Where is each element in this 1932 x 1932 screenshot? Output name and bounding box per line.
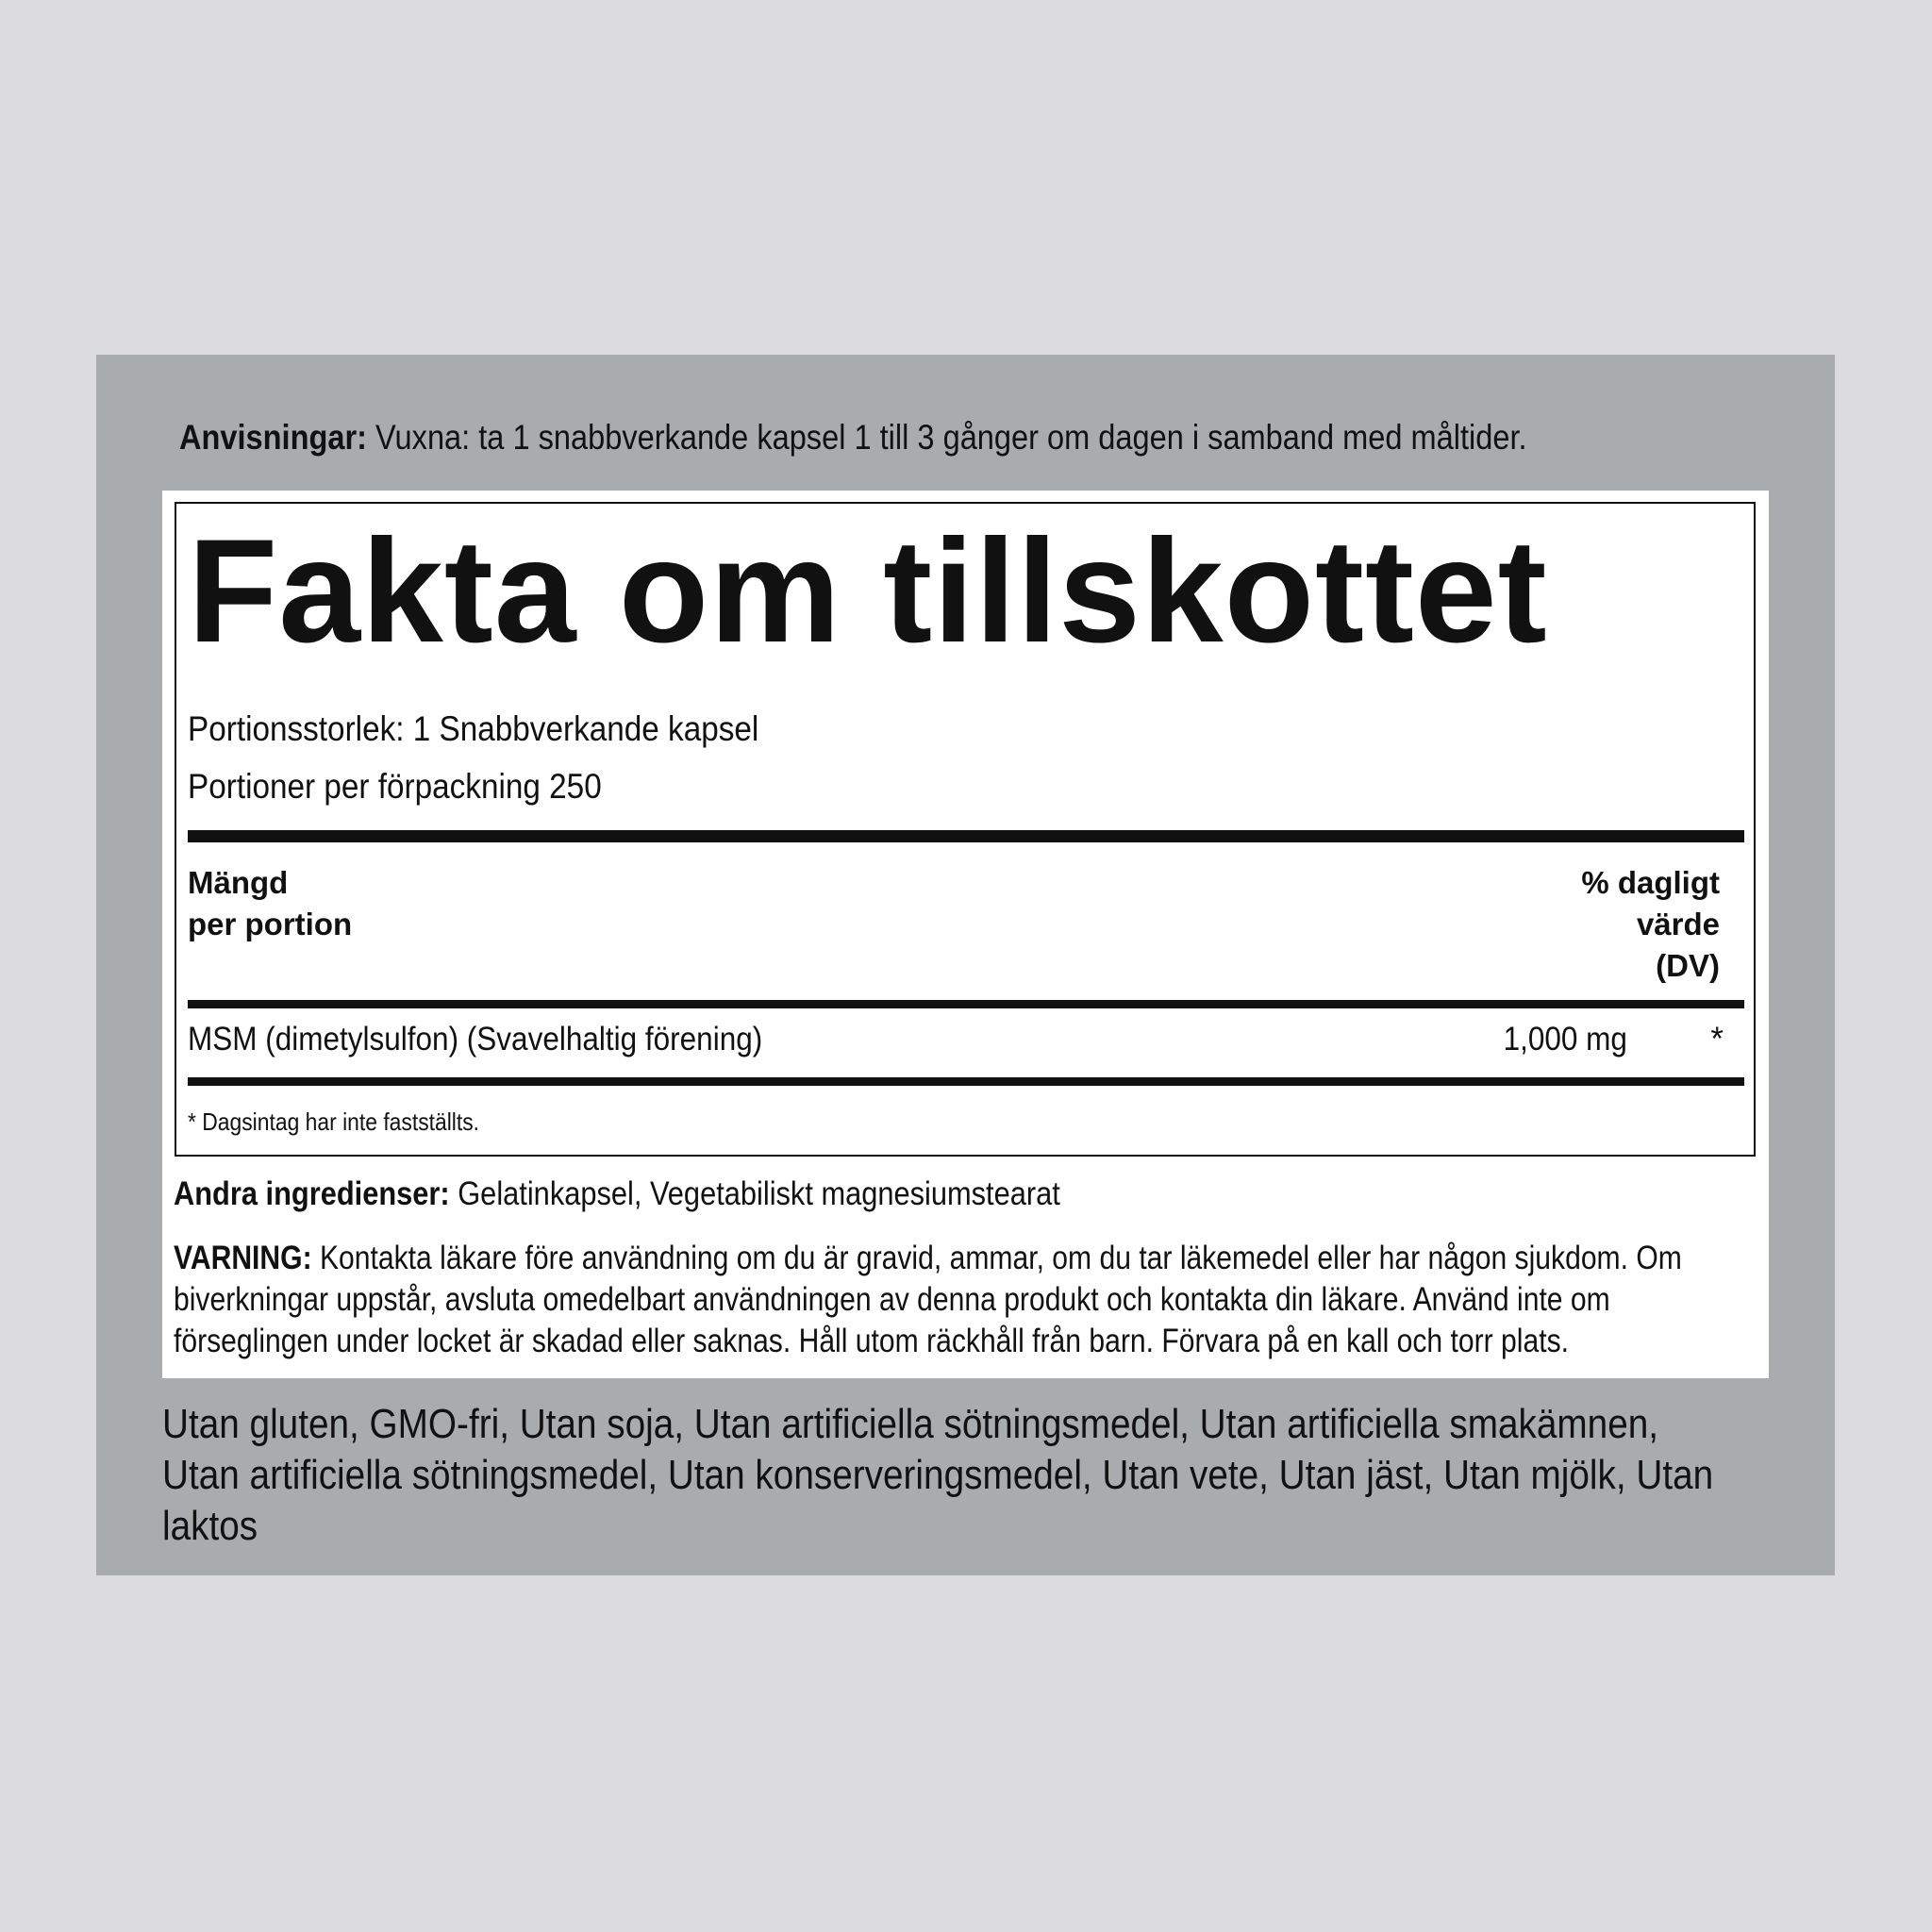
amount-per-serving-header: [188, 862, 565, 945]
directions-body: Vuxna: ta 1 snabbverkande kapsel 1 till 3 gånger om dagen i samband med måltider.: [367, 418, 1527, 457]
divider: [188, 1077, 1744, 1086]
warning-body: Kontakta läkare före användning om du är gravid, ammar, om du tar läkemedel eller har någon sjukdom. Om biverkningar uppstår, avsluta omedelbart användningen av denna produkt och kontakta din läkare. Använd inte om förseglingen under locket är skadad eller saknas. Håll utom räckhåll från barn. Förvara på en kall och torr plats.: [174, 1240, 1682, 1359]
daily-value-footnote: * Dagsintag har inte fastställts.: [188, 1108, 480, 1136]
supplement-label-panel: [96, 355, 1835, 1575]
label-card: [162, 491, 1769, 1378]
ingredient-amount: 1,000 mg: [1503, 1021, 1627, 1058]
servings-per-container: Portioner per förpackning 250: [188, 767, 602, 806]
dv-header-line: värde: [1636, 907, 1720, 941]
free-from-claims: Utan gluten, GMO-fri, Utan soja, Utan artificiella sötningsmedel, Utan artificiella smakämnen, Utan artificiella sötningsmedel, Utan konserveringsmedel, Utan vete, Utan jäst, Utan mjölk, Utan laktos: [162, 1401, 1714, 1549]
ingredient-name: MSM (dimetylsulfon) (Svavelhaltig förening): [188, 1021, 763, 1058]
divider-thick: [188, 830, 1744, 842]
ingredient-daily-value: *: [1710, 1021, 1724, 1058]
serving-size: Portionsstorlek: 1 Snabbverkande kapsel: [188, 709, 759, 748]
dv-header-line: % dagligt: [1581, 865, 1720, 900]
amount-header-line: per portion: [188, 907, 353, 941]
supplement-facts-box: [175, 502, 1756, 1157]
other-ingredients: [174, 1175, 1060, 1213]
warning-label: VARNING:: [174, 1240, 312, 1276]
other-ingredients-text: Gelatinkapsel, Vegetabiliskt magnesiumstearat: [449, 1175, 1060, 1212]
directions-text: [179, 417, 1527, 458]
warning-text: [174, 1238, 1724, 1362]
other-ingredients-label: Andra ingredienser:: [174, 1175, 450, 1212]
directions-label: Anvisningar:: [179, 418, 368, 457]
ingredient-row: [188, 1021, 1744, 1068]
dv-header-line: (DV): [1656, 948, 1720, 983]
facts-title: Fakta om tillskottet: [188, 509, 1548, 674]
daily-value-header: [1437, 862, 1720, 987]
divider: [188, 1000, 1744, 1008]
amount-header-line: Mängd: [188, 865, 289, 900]
